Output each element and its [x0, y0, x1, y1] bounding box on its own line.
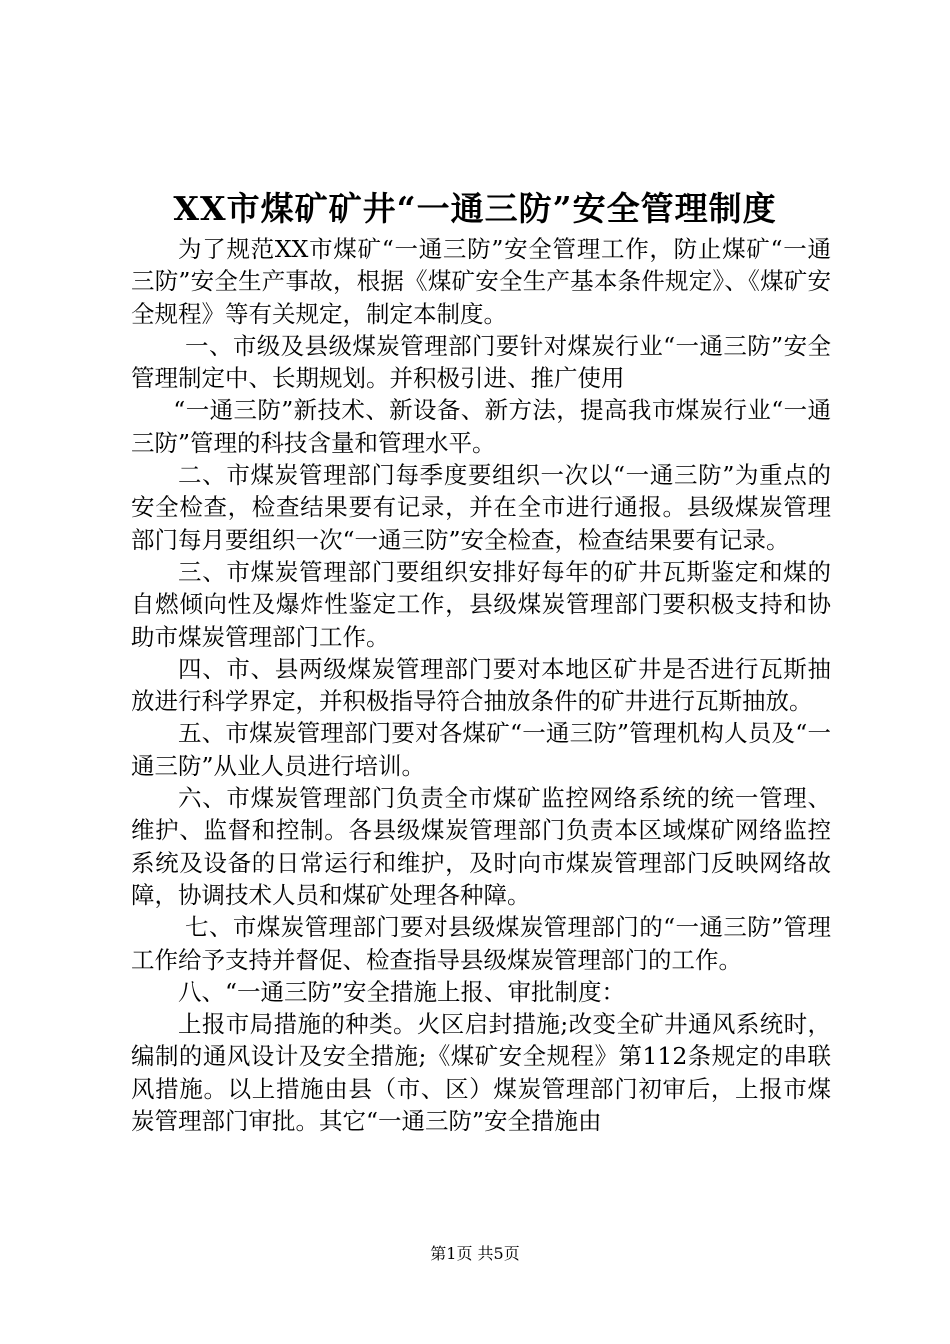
paragraph-item-8-detail: 上报市局措施的种类。火区启封措施;改变全矿井通风系统时，编制的通风设计及安全措施;《煤矿安全规程》第112条规定的串联风措施。以上措施由县（市、区）煤炭管理部门初审后，上报市煤炭管理部门审批。其它“一通三防”安全措施由: [131, 1010, 831, 1136]
document-body: [131, 233, 831, 1137]
paragraph-item-8: 八、“一通三防”安全措施上报、审批制度：: [178, 977, 626, 1006]
paragraph-intro: 为了规范XX市煤矿“一通三防”安全管理工作，防止煤矿“一通三防”安全生产事故，根据《煤矿安全生产基本条件规定》、《煤矿安全规程》等有关规定，制定本制度。: [131, 235, 831, 328]
paragraph-item-6: 六、市煤炭管理部门负责全市煤矿监控网络系统的统一管理、维护、监督和控制。各县级煤炭管理部门负责本区域煤矿网络监控系统及设备的日常运行和维护，及时向市煤炭管理部门反映网络故障，协调技术人员和煤矿处理各种障。: [131, 784, 831, 909]
page-number: 第1页 共5页: [430, 1244, 520, 1263]
paragraph-item-1: 一、市级及县级煤炭管理部门要针对煤炭行业“一通三防”安全管理制定中、长期规划。并积极引进、推广使用: [131, 331, 831, 393]
paragraph-item-5: 五、市煤炭管理部门要对各煤矿“一通三防”管理机构人员及“一通三防”从业人员进行培训。: [131, 719, 831, 780]
paragraph-item-2: 二、市煤炭管理部门每季度要组织一次以“一通三防”为重点的安全检查，检查结果要有记录，并在全市进行通报。县级煤炭管理部门每月要组织一次“一通三防”安全检查，检查结果要有记录。: [131, 461, 831, 554]
document-title: XX市煤矿矿井“一通三防”安全管理制度: [173, 189, 777, 228]
paragraph-item-1-continued: “一通三防”新技术、新设备、新方法，提高我市煤炭行业“一通三防”管理的科技含量和管理水平。: [131, 396, 831, 457]
paragraph-item-7: 七、市煤炭管理部门要对县级煤炭管理部门的“一通三防”管理工作给予支持并督促、检查指导县级煤炭管理部门的工作。: [131, 913, 831, 974]
paragraph-item-4: 四、市、县两级煤炭管理部门要对本地区矿井是否进行瓦斯抽放进行科学界定，并积极指导符合抽放条件的矿井进行瓦斯抽放。: [131, 654, 831, 716]
paragraph-item-3: 三、市煤炭管理部门要组织安排好每年的矿井瓦斯鉴定和煤的自燃倾向性及爆炸性鉴定工作，县级煤炭管理部门要积极支持和协助市煤炭管理部门工作。: [131, 557, 831, 651]
